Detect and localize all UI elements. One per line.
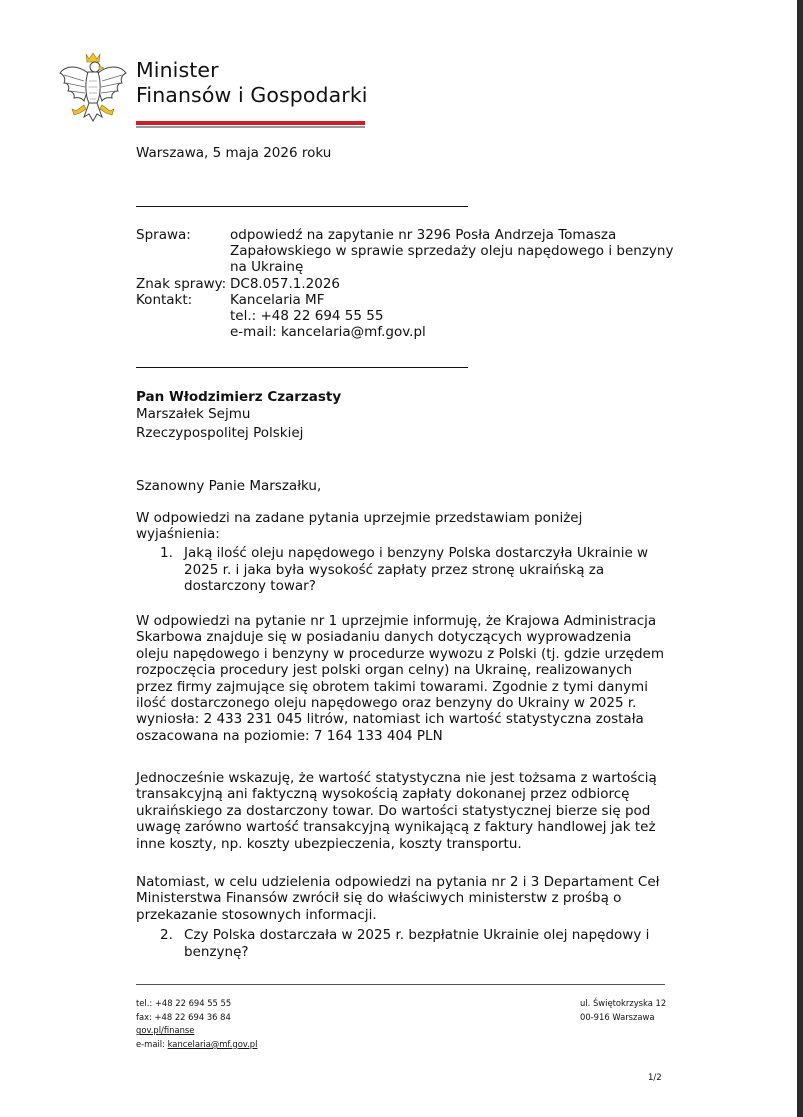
page-number: 1/2 (648, 1073, 662, 1083)
question-2-text: Czy Polska dostarczała w 2025 r. bezpłatnie Ukrainie olej napędowy i benzynę? (184, 927, 650, 960)
znak-value: DC8.057.1.2026 (230, 275, 340, 292)
header-red-bar (136, 121, 365, 125)
viewer-edge (797, 0, 803, 1117)
case-metadata (136, 227, 675, 340)
salutation: Szanowny Panie Marszałku, (136, 478, 322, 494)
answer-2-3-paragraph: Natomiast, w celu udzielenia odpowiedzi na pytania nr 2 i 3 Departament Ceł Ministerstwa Finansów zwrócił się do właściwych ministerstw z prośbą o przekazanie stosownych informacji. (136, 874, 660, 923)
separator-bottom (136, 367, 468, 368)
footer-email-row (136, 1038, 257, 1052)
footer-fax: fax: +48 22 694 36 84 (136, 1011, 231, 1022)
answer-1-paragraph: W odpowiedzi na pytanie nr 1 uprzejmie informuję, że Krajowa Administracja Skarbowa znajduje się w posiadaniu danych dotyczących wyprowadzenia oleju napędowego i benzyny w procedurze wywozu z Polski (tj. gdzie urzędem rozpoczęcia procedury jest polski organ celny) na Ukrainę, realizowanych przez firmy zajmujące się obrotem takimi towarami. Zgodnie z tymi danymi ilość dostarczonego oleju napędowego oraz benzyny do Ukrainy w 2025 r. wyniosła: 2 433 231 045 litrów, natomiast ich wartość statystyczna została oszacowana na poziomie: 7 164 133 404 PLN (136, 613, 664, 744)
footer-contact (136, 997, 257, 1051)
question-1-number: 1. (160, 545, 173, 561)
footer-street: ul. Świętokrzyska 12 (580, 998, 667, 1008)
question-2 (136, 927, 666, 960)
recipient-institution: Rzeczypospolitej Polskiej (136, 425, 304, 441)
header-gray-bar (136, 126, 365, 128)
kontakt-label: Kontakt: (136, 291, 193, 308)
intro-paragraph: W odpowiedzi na zadane pytania uprzejmie przedstawiam poniżej wyjaśnienia: (136, 510, 583, 543)
ministry-title-line1: Minister (136, 58, 219, 82)
footer-website-link[interactable]: gov.pl/finanse (136, 1025, 195, 1036)
footer-city: 00-916 Warszawa (580, 1011, 655, 1022)
kontakt-value: Kancelaria MF (230, 291, 325, 308)
date-line: Warszawa, 5 maja 2026 roku (136, 145, 332, 161)
sprawa-value: odpowiedź na zapytanie nr 3296 Posła Andrzeja Tomasza Zapałowskiego w sprawie sprzedaży oleju napędowego i benzyny na Ukrainę (230, 227, 674, 276)
footer-address (580, 997, 666, 1024)
kontakt-tel: tel.: +48 22 694 55 55 (230, 308, 384, 325)
recipient-title: Marszałek Sejmu (136, 406, 251, 422)
sprawa-label: Sprawa: (136, 227, 191, 243)
polish-eagle-emblem-icon (58, 51, 128, 126)
footer-email-label: e-mail: (136, 1038, 168, 1049)
ministry-title-line2: Finansów i Gospodarki (136, 83, 368, 107)
footer-email-link[interactable]: kancelaria@mf.gov.pl (167, 1038, 258, 1049)
kontakt-email: e-mail: kancelaria@mf.gov.pl (230, 324, 426, 341)
question-2-number: 2. (160, 927, 173, 943)
answer-1b-paragraph: Jednocześnie wskazuję, że wartość statystyczna nie jest tożsama z wartością transakcyjną ani faktyczną wysokością zapłaty dokonanej przez odbiorcę ukraińskiego za dostarczony towar. Do wartości statystycznej bierze się pod uwagę zarówno wartość transakcyjną wynikającą z faktury handlowej jak też inne koszty, np. koszty ubezpieczenia, koszty transportu. (136, 770, 657, 852)
recipient-name: Pan Włodzimierz Czarzasty (136, 389, 342, 405)
znak-label: Znak sprawy: (136, 275, 227, 292)
footer-separator (136, 984, 665, 985)
separator-top (136, 206, 468, 207)
question-1-text: Jaką ilość oleju napędowego i benzyny Polska dostarczyła Ukrainie w 2025 r. i jaka była wysokość zapłaty przez stronę ukraińską za dostarczony towar? (184, 545, 649, 595)
question-1 (136, 545, 666, 595)
ministry-name (136, 58, 368, 108)
footer-tel: tel.: +48 22 694 55 55 (136, 998, 232, 1008)
